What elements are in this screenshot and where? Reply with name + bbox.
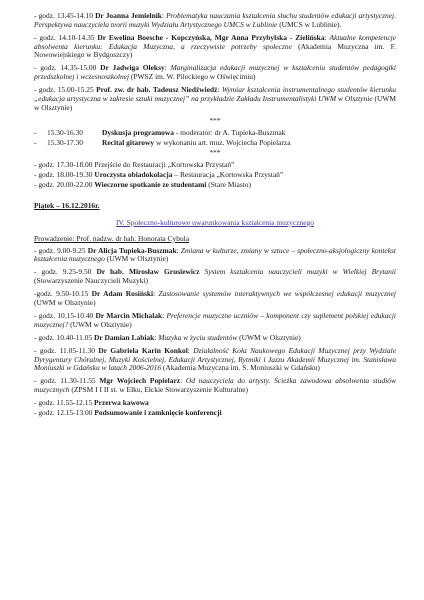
talk-entry: - godz. 14.10-14.35 Dr Ewelina Boesche - Kopczyńska, Mgr Anna Przybylska - Zielińska: Aktualne kompetencje absolwenta kierunku: Edukacja Muzyczna, a rzeczywiste potrzeby społeczne (Akademia Muzyczna im. F. Nowowiejskiego w Bydgoszczy) <box>34 32 397 60</box>
section-title: IV. Społeczno-kulturowe uwarunkowania kształcenia muzycznego <box>116 217 314 227</box>
closing-item: - godz. 12.15-13.00 Podsumowanie i zamknięcie konferencji <box>34 408 222 418</box>
talk-speaker: Dr Ewelina Boesche - Kopczyńska, Mgr Anna Przybylska - Zielińska <box>97 32 325 42</box>
talk-affiliation: (UMCS w Lublinie). <box>277 19 342 29</box>
talk-affiliation: (UWM w Olsztynie) <box>34 94 396 112</box>
talk-title: Marginalizacja edukacji muzycznej w kształceniu studentów pedagogiki przedszkolnej i wczesnoszkolnej <box>34 63 396 82</box>
document-page <box>34 12 396 422</box>
talk-entry: -godz. 9.50-10.15 Dr Adam Rosiński: Zastosowanie systemów interaktywnych we współczesnej edukacji muzycznej (UWM w Olsztynie) <box>34 289 396 308</box>
talk-speaker: Dr Joanna Jemielnik <box>95 11 162 20</box>
talk-entry: - godz. 11.30-11.55 Mgr Wojciech Popielarz: Od nauczyciela do artysty. Ścieżka zawodowa absolwenta studiów muzycznych (ZPSM I I II st. w Ełku, Ełckie Stowarzyszenie Kulturalne) <box>34 376 396 395</box>
separator-stars: *** <box>209 147 221 157</box>
talk-title: Wymiar kształcenia instrumentalnego studentów kierunku „edukacja artystyczna w zakresie sztuki muzycznej” na przykładzie Zakładu Instrumentalistyki UWM w Olsztynie <box>34 85 396 104</box>
closing-item: - godz. 11.55-12.15 Przerwa kawowa <box>34 398 149 408</box>
talk-affiliation: (PWSZ im. W. Pileckiego w Oświęcimiu) <box>129 72 256 82</box>
program-title: Recital gitarowy <box>102 137 155 147</box>
talk-entry: - godz. 15.00-15.25 Prof. zw. dr hab. Tadeusz Niedźwiedź: Wymiar kształcenia instrumentalnego studentów kierunku „edukacja artystyczna w zakresie sztuki muzycznej” na przykładzie Zakładu Instrumentalistyki UWM w Olsztynie (UWM w Olsztynie) <box>34 85 396 112</box>
program-row: - 15.30-17.30 Recital gitarowy w wykonaniu art. muz. Wojciecha Popielarza <box>34 137 291 147</box>
talk-affiliation: (Akademia Muzyczna im. F. Nowowiejskiego w Bydgoszczy) <box>34 41 397 60</box>
talk-title: Aktualne kompetencje absolwenta kierunku: Edukacja Muzyczna, a rzeczywiste potrzeby społeczne <box>34 32 396 51</box>
talk-time: - godz. 15.00-15.25 <box>34 85 97 95</box>
talk-entry: - godz. 9.00-9.25 Dr Alicja Tupieka-Buszmak: Zmiana w kulturze, zmiany w sztuce – społeczno-aksjologiczny kontekst kształcenia muzycznego (UWM w Olsztynie) <box>34 245 396 264</box>
program-time: 15.30-16.30 <box>47 127 83 137</box>
talk-time: - godz. 14.10-14.35 <box>34 32 98 42</box>
session-chair: Prowadzenie: Prof. nadzw. dr hab. Honorata Cybula <box>34 233 190 243</box>
talk-entry: - godz. 14.35-15.00 Dr Jadwiga Oleksy: Marginalizacja edukacji muzycznej w kształceniu studentów pedagogiki przedszkolnej i wczesnoszkolnej (PWSZ im. W. Pileckiego w Oświęcimiu) <box>34 63 396 82</box>
talk-entry: - godz. 9.25-9.50 Dr hab. Mirosław Grusiewicz System kształcenia nauczycieli muzyki w Wielkiej Brytanii (Stowarzyszenie Nauczycieli Muzyki) <box>34 267 397 286</box>
evening-item: - godz. 20.00-22.00 Wieczorne spotkanie ze studentami (Stare Miasto) <box>34 180 251 190</box>
talk-entry: - godz. 10.40-11.05 Dr Damian Labiak: Muzyka w życiu studentów (UWM w Olsztynie) <box>34 332 301 342</box>
talk-time: - godz. 13.45-14.10 <box>34 11 96 20</box>
talk-speaker: Prof. zw. dr hab. Tadeusz Niedźwiedź <box>96 85 218 95</box>
talk-entry: - godz. 10.15-10.40 Dr Marcin Michalak: Preferencje muzyczne uczniów – komponent czy suplement polskiej edukacji muzycznej? (UWM w Olsztynie) <box>34 310 396 329</box>
program-time: 15.30-17.30 <box>47 137 83 147</box>
separator-stars: *** <box>209 115 221 125</box>
program-title: Dyskusja programowa <box>102 127 174 137</box>
day-heading: Piątek – 16.12.2016r. <box>34 201 100 211</box>
talk-entry: - godz. 11.05-11.30 Dr Gabriela Karin Konkol: Działalność Koła Naukowego Edukacji Muzycznej przy Wydziale Dyrygentury Chóralnej, Muzyki Kościelnej, Edukacji Artystycznej, Rytmiki i Jazzu Akademii Muzycznej im. Stanisława Moniuszki w Gdańsku w latach 2006-2016 (Akademia Muzyczna im. S. Moniuszki w Gdańsku) <box>34 345 396 373</box>
talk-entry: - godz. 13.45-14.10 Dr Joanna Jemielnik: Problematyka nauczania kształcenia słuchu studentów edukacji artystycznej. Perspektywa nauczyciela teorii muzyki Wydziału Artystycznego UMCS w Lublinie (UMCS w Lublinie). <box>34 11 396 29</box>
talk-time: - godz. 14.35-15.00 <box>34 63 101 73</box>
talk-title: Problematyka nauczania kształcenia słuchu studentów edukacji artystycznej. Perspektywa nauczyciela teorii muzyki Wydziału Artystycznego UMCS w Lublinie <box>34 11 396 29</box>
program-row: - 15.30-16.30 Dyskusja programowa - moderator: dr A. Tupieka-Buszmak <box>34 127 286 137</box>
evening-item: - godz. 18.00-19.30 Uroczysta obiadokolacja – Restauracja „Kortowska Przystań” <box>34 169 284 179</box>
talk-speaker: Dr Jadwiga Oleksy <box>100 63 165 73</box>
evening-item: - godz. 17.30-18.00 Przejście do Restauracji „Kortowska Przystań” <box>34 159 235 169</box>
